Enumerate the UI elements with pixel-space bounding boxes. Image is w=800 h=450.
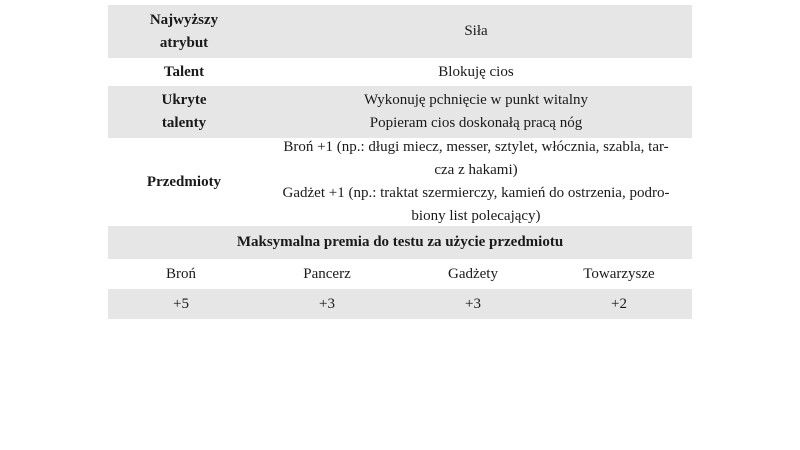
hidden-talents-label: [108, 89, 260, 135]
bonus-header-weapon: Broń: [166, 265, 196, 282]
top-attribute-label: [108, 9, 260, 55]
hidden-talents-label-line2: talenty: [161, 115, 207, 131]
items-value: [260, 136, 692, 228]
talent-label: Talent: [163, 63, 205, 80]
bonus-table-header-row: [108, 259, 692, 289]
items-label: Przedmioty: [146, 173, 222, 190]
hidden-talents-label-line1: Ukryte: [161, 92, 207, 108]
hidden-talent-1: Wykonuję pchnięcie w punkt witalny: [363, 92, 589, 108]
talent-value: Blokuję cios: [438, 63, 514, 80]
bonus-header-companions: Towarzysze: [583, 265, 655, 282]
bonus-table-title: Maksymalna premia do testu za użycie przedmiotu: [236, 234, 564, 250]
items-line-2: cza z hakami): [434, 162, 518, 178]
bonus-value-companions: +2: [611, 295, 627, 312]
top-attribute-value: Siła: [464, 23, 488, 39]
top-attribute-label-line1: Najwyższy: [149, 11, 219, 28]
character-sheet-table: [108, 5, 692, 319]
hidden-talent-2: Popieram cios doskonałą pracą nóg: [369, 115, 583, 131]
row-items: [108, 138, 692, 226]
row-hidden-talents: [108, 86, 692, 138]
items-line-4: biony list polecający): [411, 208, 541, 224]
bonus-header-armor: Pancerz: [303, 265, 351, 282]
row-top-attribute: [108, 5, 692, 58]
top-attribute-label-line2: atrybut: [159, 34, 209, 51]
bonus-value-gadgets: +3: [465, 295, 481, 312]
bonus-value-weapon: +5: [173, 295, 189, 312]
row-talent: [108, 58, 692, 86]
bonus-table-values-row: [108, 289, 692, 319]
items-line-1: Broń +1 (np.: długi miecz, messer, sztylet, włócznia, szabla, tar-: [283, 139, 669, 155]
bonus-value-armor: +3: [319, 295, 335, 312]
items-line-3: Gadżet +1 (np.: traktat szermierczy, kamień do ostrzenia, podro-: [282, 185, 670, 201]
hidden-talents-value: [260, 89, 692, 135]
bonus-header-gadgets: Gadżety: [448, 265, 498, 282]
bonus-table-title-row: [108, 226, 692, 259]
